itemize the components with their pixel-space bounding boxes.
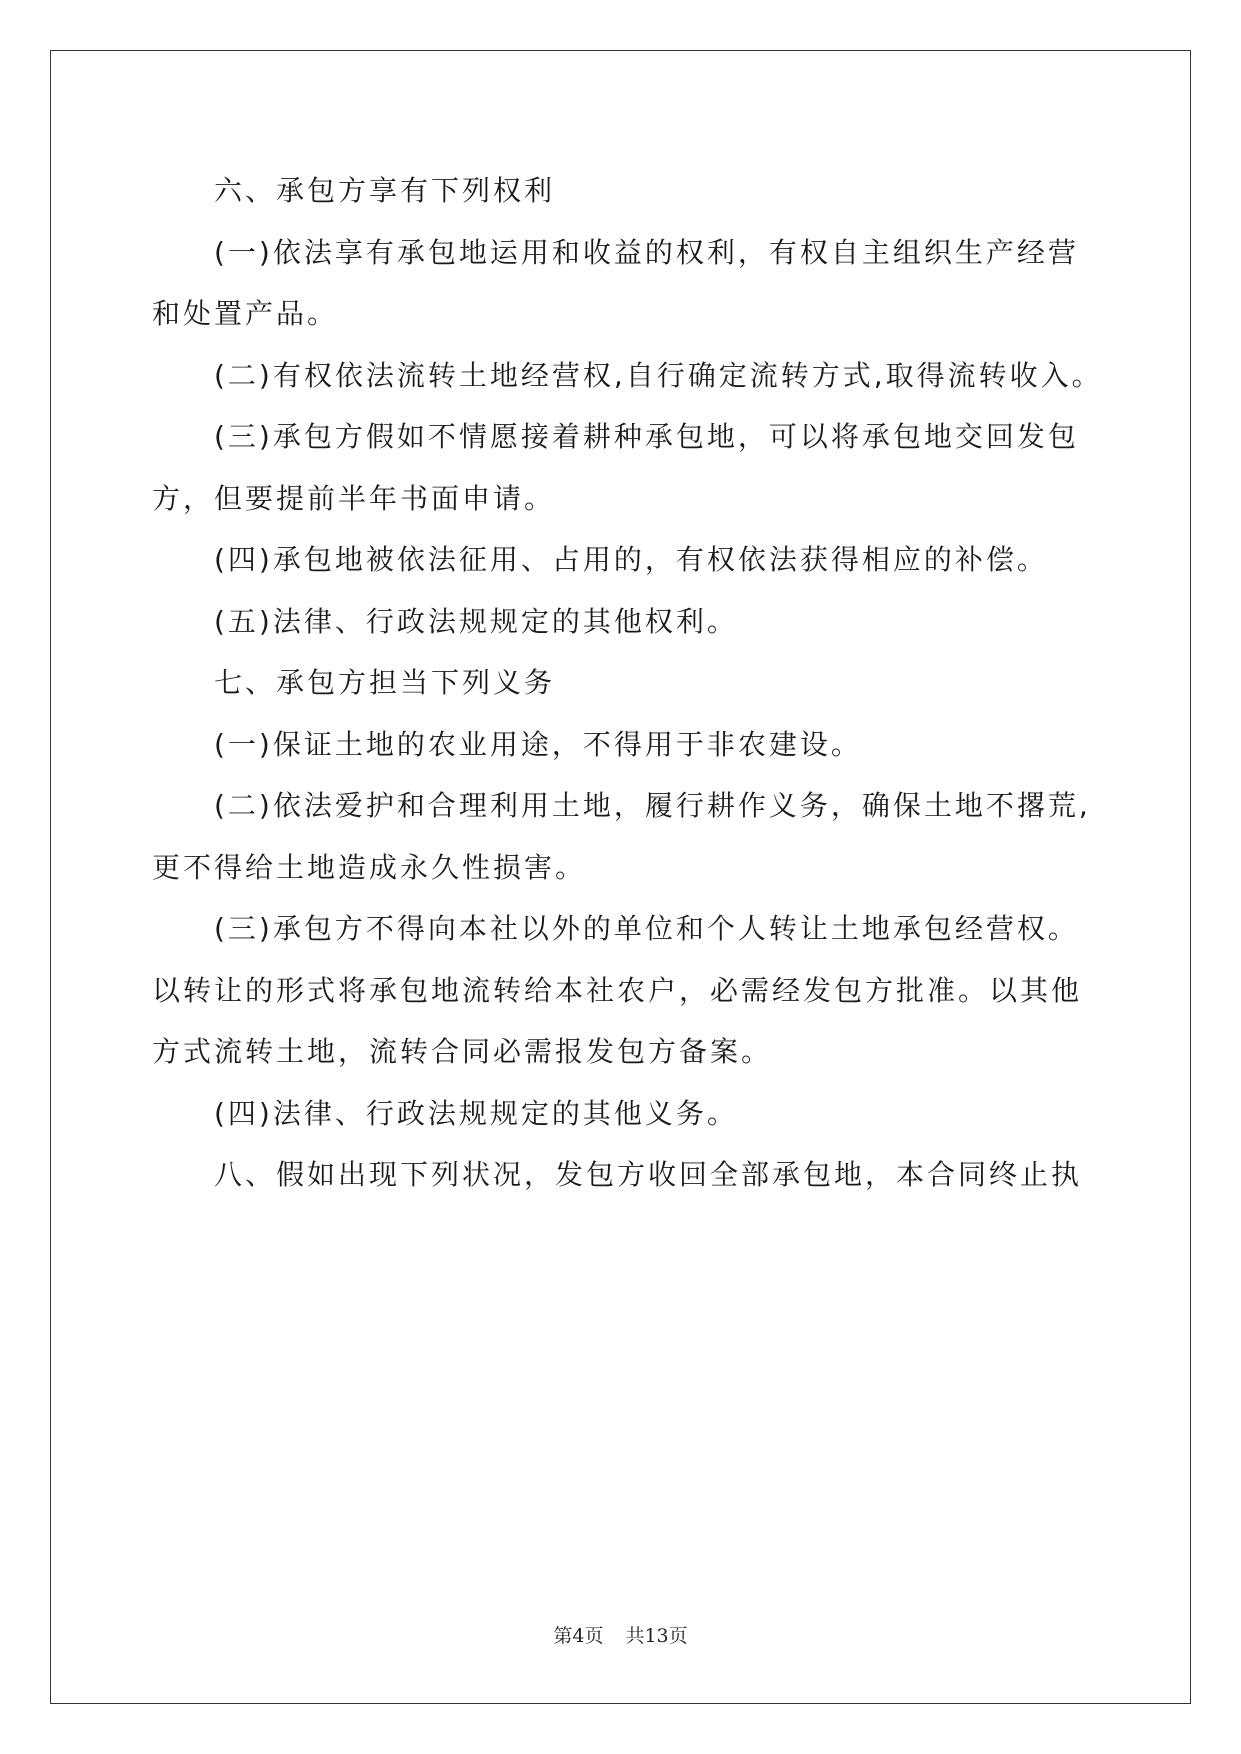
paragraph-line: (二)有权依法流转土地经营权,自行确定流转方式,取得流转收入。 (214, 358, 1103, 392)
paragraph-line: (四)法律、行政法规规定的其他义务。 (214, 1096, 738, 1130)
page-footer (0, 1621, 1241, 1648)
paragraph-line: 方，但要提前半年书面申请。 (152, 481, 556, 515)
section-heading: 七、承包方担当下列义务 (214, 666, 556, 699)
paragraph-line: (一)保证土地的农业用途，不得用于非农建设。 (214, 727, 862, 761)
document-body (152, 160, 1102, 1206)
paragraph-line: 方式流转土地，流转合同必需报发包方备案。 (152, 1035, 773, 1068)
page-total: 共13页 (625, 1625, 688, 1647)
page-number: 第4页 (553, 1625, 604, 1647)
paragraph-line: (二)依法爱护和合理利用土地，履行耕作义务，确保土地不撂荒, (214, 789, 1091, 822)
paragraph-line: (三)承包方不得向本社以外的单位和个人转让土地承包经营权。 (214, 912, 1079, 945)
paragraph-line: 更不得给土地造成永久性损害。 (152, 850, 587, 884)
paragraph-line: (五)法律、行政法规规定的其他权利。 (214, 604, 738, 638)
paragraph-line: 和处置产品。 (152, 297, 339, 330)
paragraph-line: (四)承包地被依法征用、占用的，有权依法获得相应的补偿。 (214, 543, 1048, 576)
section-heading: 六、承包方享有下列权利 (214, 174, 556, 207)
paragraph-line: 以转让的形式将承包地流转给本社农户，必需经发包方批准。以其他 (152, 973, 1083, 1007)
paragraph-line: (三)承包方假如不情愿接着耕种承包地，可以将承包地交回发包 (214, 420, 1079, 453)
paragraph-line: (一)依法享有承包地运用和收益的权利，有权自主组织生产经营 (214, 235, 1079, 269)
section-heading: 八、假如出现下列状况，发包方收回全部承包地，本合同终止执 (214, 1158, 1083, 1191)
